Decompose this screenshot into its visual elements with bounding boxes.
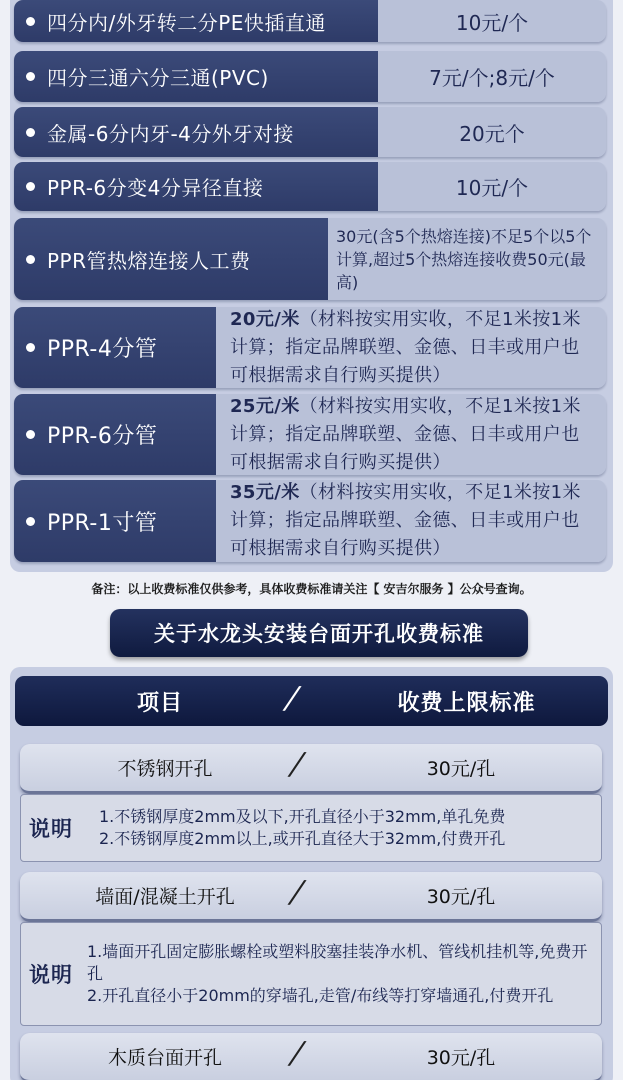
price-row bbox=[14, 162, 606, 211]
bullet-icon bbox=[26, 255, 35, 264]
bullet-icon bbox=[26, 128, 35, 137]
item-price: 10元/个 bbox=[378, 162, 606, 211]
item-name: 四分内/外牙转二分PE快插直通 bbox=[47, 10, 326, 35]
explanation-label: 说明 bbox=[29, 963, 73, 987]
footnote: 备注：以上收费标准仅供参考，具体收费标准请关注【 安吉尔服务 】公众号查询。 bbox=[91, 582, 532, 596]
explanation-text bbox=[81, 802, 601, 854]
item-note: （材料按实用实收，不足1米按1米计算；指定品牌联塑、金德、日丰或用户也可根据需求自行购买提供） bbox=[230, 482, 581, 559]
bullet-icon bbox=[26, 182, 35, 191]
slash-divider-icon: / bbox=[280, 681, 304, 716]
fee-explanation bbox=[20, 922, 602, 1026]
explanation-line: 1.不锈钢厚度2mm及以下,开孔直径小于32mm,单孔免费 bbox=[99, 807, 506, 826]
item-name: PPR-6分变4分异径直接 bbox=[47, 176, 264, 200]
fee-item-name: 墙面/混凝土开孔 bbox=[95, 886, 235, 908]
item-price: 20元/米 bbox=[230, 308, 300, 330]
price-row bbox=[14, 51, 606, 102]
explanation-label: 说明 bbox=[29, 817, 73, 841]
item-note: （材料按实用实收，不足1米按1米计算；指定品牌联塑、金德、日丰或用户也可根据需求自行购买提供） bbox=[230, 395, 581, 473]
item-name: 四分三通六分三通(PVC) bbox=[47, 66, 269, 90]
item-description bbox=[216, 307, 606, 388]
item-description bbox=[216, 480, 606, 562]
fee-item-bar bbox=[20, 1033, 602, 1080]
item-price: 25元/米 bbox=[230, 395, 300, 417]
drilling-fee-table bbox=[10, 667, 613, 1080]
item-name: 金属-6分内牙-4分外牙对接 bbox=[47, 121, 294, 146]
item-price: 7元/个;8元/个 bbox=[378, 51, 606, 102]
item-name: PPR-1寸管 bbox=[47, 510, 158, 536]
price-row bbox=[14, 218, 606, 300]
explanation-line: 2.不锈钢厚度2mm以上,或开孔直径大于32mm,付费开孔 bbox=[99, 829, 506, 848]
item-price: 10元/个 bbox=[378, 0, 606, 42]
item-price: 30元(含5个热熔连接)不足5个以5个计算,超过5个热熔连接收费50元(最高) bbox=[328, 218, 606, 300]
price-row bbox=[14, 307, 606, 388]
item-name: PPR-4分管 bbox=[47, 337, 158, 362]
fee-item-name: 木质台面开孔 bbox=[107, 1047, 222, 1069]
explanation-text bbox=[81, 937, 601, 1011]
item-description bbox=[216, 394, 606, 475]
slash-divider-icon: / bbox=[285, 875, 309, 910]
fee-item-name: 不锈钢开孔 bbox=[117, 758, 213, 780]
item-price: 35元/米 bbox=[230, 482, 300, 503]
price-row bbox=[14, 394, 606, 475]
price-row bbox=[14, 480, 606, 562]
price-row bbox=[14, 107, 606, 157]
explanation-line: 2.开孔直径小于20mm的穿墙孔,走管/布线等打穿墙通孔,付费开孔 bbox=[87, 986, 554, 1005]
fee-item-bar bbox=[20, 744, 602, 794]
bullet-icon bbox=[26, 72, 35, 81]
item-name: PPR-6分管 bbox=[47, 424, 158, 449]
bullet-icon bbox=[26, 517, 35, 526]
explanation-line: 1.墙面开孔固定膨胀螺栓或塑料胶塞挂装净水机、管线机挂机等,免费开孔 bbox=[87, 942, 588, 983]
header-item: 项目 bbox=[136, 690, 183, 716]
slash-divider-icon: / bbox=[285, 1036, 309, 1071]
table-header bbox=[15, 676, 608, 726]
bullet-icon bbox=[26, 430, 35, 439]
bullet-icon bbox=[26, 17, 35, 26]
slash-divider-icon: / bbox=[285, 747, 309, 782]
item-note: （材料按实用实收，不足1米按1米计算；指定品牌联塑、金德、日丰或用户也可根据需求自行购买提供） bbox=[230, 308, 581, 386]
bullet-icon bbox=[26, 343, 35, 352]
item-price: 20元个 bbox=[378, 107, 606, 157]
header-price-limit: 收费上限标准 bbox=[397, 690, 536, 716]
fee-item-bar bbox=[20, 872, 602, 922]
section-title: 关于水龙头安装台面开孔收费标准 bbox=[110, 609, 528, 657]
fee-item-price: 30元/孔 bbox=[426, 758, 496, 780]
fee-item-price: 30元/孔 bbox=[426, 1047, 496, 1069]
price-row bbox=[14, 0, 606, 42]
fee-explanation bbox=[20, 794, 602, 862]
item-name: PPR管热熔连接人工费 bbox=[47, 248, 251, 273]
fee-item-price: 30元/孔 bbox=[426, 886, 496, 908]
